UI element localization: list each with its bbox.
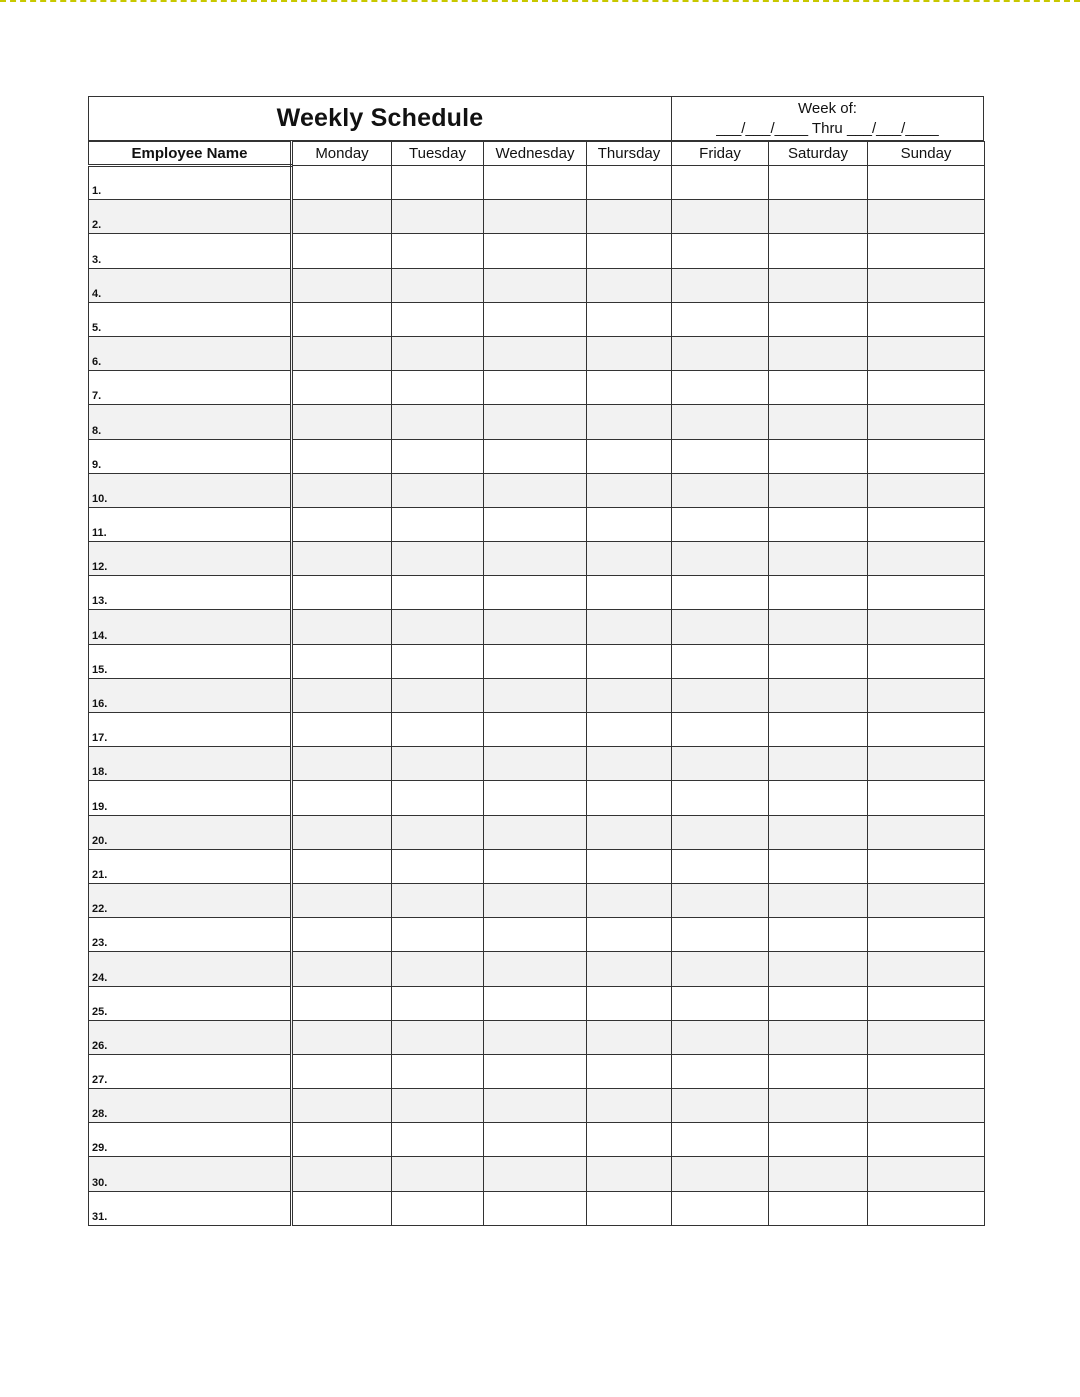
shift-cell-thursday[interactable] <box>587 1191 672 1225</box>
shift-cell-tuesday[interactable] <box>392 713 484 747</box>
column-header-saturday: Saturday <box>769 142 868 166</box>
shift-cell-wednesday[interactable] <box>484 1191 587 1225</box>
shift-cell-saturday[interactable] <box>769 576 868 610</box>
shift-cell-sunday[interactable] <box>868 918 985 952</box>
table-row <box>89 610 985 644</box>
table-row <box>89 302 985 336</box>
shift-cell-monday[interactable] <box>292 1191 392 1225</box>
shift-cell-tuesday[interactable] <box>392 918 484 952</box>
shift-cell-monday[interactable] <box>292 1089 392 1123</box>
shift-cell-sunday[interactable] <box>868 678 985 712</box>
shift-cell-thursday[interactable] <box>587 644 672 678</box>
shift-cell-saturday[interactable] <box>769 883 868 917</box>
shift-cell-saturday[interactable] <box>769 542 868 576</box>
shift-cell-tuesday[interactable] <box>392 200 484 234</box>
shift-cell-monday[interactable] <box>292 576 392 610</box>
shift-cell-friday[interactable] <box>672 986 769 1020</box>
shift-cell-friday[interactable] <box>672 439 769 473</box>
table-row <box>89 644 985 678</box>
shift-cell-wednesday[interactable] <box>484 1089 587 1123</box>
shift-cell-friday[interactable] <box>672 952 769 986</box>
shift-cell-wednesday[interactable] <box>484 405 587 439</box>
table-row <box>89 883 985 917</box>
employee-name-cell[interactable]: 5. <box>89 302 292 336</box>
shift-cell-monday[interactable] <box>292 302 392 336</box>
shift-cell-wednesday[interactable] <box>484 713 587 747</box>
shift-cell-tuesday[interactable] <box>392 781 484 815</box>
table-row <box>89 678 985 712</box>
shift-cell-monday[interactable] <box>292 473 392 507</box>
shift-cell-friday[interactable] <box>672 1020 769 1054</box>
shift-cell-thursday[interactable] <box>587 1020 672 1054</box>
shift-cell-sunday[interactable] <box>868 473 985 507</box>
shift-cell-thursday[interactable] <box>587 678 672 712</box>
shift-cell-monday[interactable] <box>292 610 392 644</box>
table-row <box>89 849 985 883</box>
shift-cell-monday[interactable] <box>292 542 392 576</box>
shift-cell-monday[interactable] <box>292 234 392 268</box>
shift-cell-friday[interactable] <box>672 1191 769 1225</box>
schedule-body <box>89 166 985 1226</box>
shift-cell-tuesday[interactable] <box>392 576 484 610</box>
shift-cell-thursday[interactable] <box>587 507 672 541</box>
shift-cell-friday[interactable] <box>672 507 769 541</box>
shift-cell-thursday[interactable] <box>587 439 672 473</box>
shift-cell-wednesday[interactable] <box>484 336 587 370</box>
shift-cell-friday[interactable] <box>672 405 769 439</box>
shift-cell-sunday[interactable] <box>868 781 985 815</box>
employee-name-cell[interactable]: 13. <box>89 576 292 610</box>
schedule-table <box>88 141 985 1226</box>
shift-cell-friday[interactable] <box>672 849 769 883</box>
shift-cell-thursday[interactable] <box>587 952 672 986</box>
shift-cell-thursday[interactable] <box>587 815 672 849</box>
shift-cell-wednesday[interactable] <box>484 542 587 576</box>
employee-name-cell[interactable]: 12. <box>89 542 292 576</box>
shift-cell-monday[interactable] <box>292 747 392 781</box>
shift-cell-tuesday[interactable] <box>392 336 484 370</box>
shift-cell-thursday[interactable] <box>587 986 672 1020</box>
shift-cell-tuesday[interactable] <box>392 542 484 576</box>
shift-cell-wednesday[interactable] <box>484 986 587 1020</box>
shift-cell-thursday[interactable] <box>587 747 672 781</box>
shift-cell-friday[interactable] <box>672 883 769 917</box>
shift-cell-monday[interactable] <box>292 644 392 678</box>
shift-cell-wednesday[interactable] <box>484 883 587 917</box>
header-row <box>89 142 985 166</box>
shift-cell-saturday[interactable] <box>769 200 868 234</box>
shift-cell-saturday[interactable] <box>769 678 868 712</box>
shift-cell-monday[interactable] <box>292 336 392 370</box>
week-of-label: Week of: <box>798 100 857 117</box>
shift-cell-sunday[interactable] <box>868 713 985 747</box>
shift-cell-monday[interactable] <box>292 371 392 405</box>
shift-cell-thursday[interactable] <box>587 849 672 883</box>
shift-cell-tuesday[interactable] <box>392 747 484 781</box>
shift-cell-tuesday[interactable] <box>392 302 484 336</box>
employee-name-cell[interactable]: 25. <box>89 986 292 1020</box>
employee-name-cell[interactable]: 20. <box>89 815 292 849</box>
shift-cell-tuesday[interactable] <box>392 166 484 200</box>
shift-cell-wednesday[interactable] <box>484 234 587 268</box>
shift-cell-tuesday[interactable] <box>392 815 484 849</box>
shift-cell-wednesday[interactable] <box>484 644 587 678</box>
shift-cell-wednesday[interactable] <box>484 507 587 541</box>
shift-cell-thursday[interactable] <box>587 610 672 644</box>
shift-cell-friday[interactable] <box>672 678 769 712</box>
shift-cell-sunday[interactable] <box>868 1123 985 1157</box>
shift-cell-sunday[interactable] <box>868 1054 985 1088</box>
shift-cell-sunday[interactable] <box>868 371 985 405</box>
shift-cell-wednesday[interactable] <box>484 747 587 781</box>
shift-cell-wednesday[interactable] <box>484 610 587 644</box>
title-block <box>88 96 671 141</box>
table-row <box>89 439 985 473</box>
shift-cell-thursday[interactable] <box>587 542 672 576</box>
shift-cell-saturday[interactable] <box>769 166 868 200</box>
shift-cell-thursday[interactable] <box>587 781 672 815</box>
shift-cell-friday[interactable] <box>672 473 769 507</box>
shift-cell-thursday[interactable] <box>587 302 672 336</box>
shift-cell-tuesday[interactable] <box>392 507 484 541</box>
shift-cell-friday[interactable] <box>672 1157 769 1191</box>
shift-cell-tuesday[interactable] <box>392 371 484 405</box>
shift-cell-friday[interactable] <box>672 1054 769 1088</box>
shift-cell-wednesday[interactable] <box>484 678 587 712</box>
shift-cell-wednesday[interactable] <box>484 200 587 234</box>
shift-cell-saturday[interactable] <box>769 371 868 405</box>
shift-cell-sunday[interactable] <box>868 849 985 883</box>
shift-cell-saturday[interactable] <box>769 918 868 952</box>
employee-name-cell[interactable]: 31. <box>89 1191 292 1225</box>
shift-cell-wednesday[interactable] <box>484 166 587 200</box>
shift-cell-saturday[interactable] <box>769 610 868 644</box>
shift-cell-monday[interactable] <box>292 1020 392 1054</box>
shift-cell-monday[interactable] <box>292 166 392 200</box>
table-row <box>89 371 985 405</box>
shift-cell-tuesday[interactable] <box>392 1020 484 1054</box>
employee-name-cell[interactable]: 22. <box>89 883 292 917</box>
shift-cell-saturday[interactable] <box>769 1157 868 1191</box>
shift-cell-tuesday[interactable] <box>392 986 484 1020</box>
shift-cell-friday[interactable] <box>672 302 769 336</box>
table-row <box>89 473 985 507</box>
table-row <box>89 952 985 986</box>
shift-cell-monday[interactable] <box>292 405 392 439</box>
shift-cell-sunday[interactable] <box>868 1157 985 1191</box>
weekly-schedule-sheet <box>88 96 984 1226</box>
shift-cell-sunday[interactable] <box>868 1191 985 1225</box>
shift-cell-friday[interactable] <box>672 371 769 405</box>
shift-cell-saturday[interactable] <box>769 302 868 336</box>
shift-cell-thursday[interactable] <box>587 166 672 200</box>
shift-cell-saturday[interactable] <box>769 952 868 986</box>
shift-cell-friday[interactable] <box>672 610 769 644</box>
shift-cell-friday[interactable] <box>672 234 769 268</box>
employee-name-cell[interactable]: 18. <box>89 747 292 781</box>
shift-cell-monday[interactable] <box>292 815 392 849</box>
shift-cell-thursday[interactable] <box>587 200 672 234</box>
shift-cell-saturday[interactable] <box>769 747 868 781</box>
table-row <box>89 781 985 815</box>
shift-cell-sunday[interactable] <box>868 986 985 1020</box>
shift-cell-wednesday[interactable] <box>484 1054 587 1088</box>
employee-name-cell[interactable]: 30. <box>89 1157 292 1191</box>
employee-name-cell[interactable]: 3. <box>89 234 292 268</box>
shift-cell-friday[interactable] <box>672 166 769 200</box>
shift-cell-saturday[interactable] <box>769 405 868 439</box>
table-row <box>89 200 985 234</box>
shift-cell-saturday[interactable] <box>769 1054 868 1088</box>
shift-cell-monday[interactable] <box>292 1123 392 1157</box>
shift-cell-wednesday[interactable] <box>484 473 587 507</box>
shift-cell-sunday[interactable] <box>868 576 985 610</box>
shift-cell-saturday[interactable] <box>769 507 868 541</box>
column-header-sunday: Sunday <box>868 142 985 166</box>
shift-cell-wednesday[interactable] <box>484 952 587 986</box>
employee-name-cell[interactable]: 7. <box>89 371 292 405</box>
shift-cell-tuesday[interactable] <box>392 610 484 644</box>
employee-name-cell[interactable]: 10. <box>89 473 292 507</box>
table-row <box>89 747 985 781</box>
shift-cell-sunday[interactable] <box>868 644 985 678</box>
shift-cell-thursday[interactable] <box>587 1123 672 1157</box>
shift-cell-thursday[interactable] <box>587 268 672 302</box>
shift-cell-tuesday[interactable] <box>392 234 484 268</box>
shift-cell-sunday[interactable] <box>868 336 985 370</box>
employee-name-cell[interactable]: 23. <box>89 918 292 952</box>
shift-cell-thursday[interactable] <box>587 1089 672 1123</box>
shift-cell-tuesday[interactable] <box>392 849 484 883</box>
shift-cell-tuesday[interactable] <box>392 1089 484 1123</box>
shift-cell-saturday[interactable] <box>769 1191 868 1225</box>
employee-name-cell[interactable]: 21. <box>89 849 292 883</box>
shift-cell-friday[interactable] <box>672 1123 769 1157</box>
shift-cell-wednesday[interactable] <box>484 1157 587 1191</box>
shift-cell-monday[interactable] <box>292 918 392 952</box>
shift-cell-monday[interactable] <box>292 986 392 1020</box>
shift-cell-thursday[interactable] <box>587 371 672 405</box>
column-header-wednesday: Wednesday <box>484 142 587 166</box>
shift-cell-saturday[interactable] <box>769 234 868 268</box>
shift-cell-sunday[interactable] <box>868 268 985 302</box>
employee-name-cell[interactable]: 28. <box>89 1089 292 1123</box>
table-row <box>89 1089 985 1123</box>
shift-cell-friday[interactable] <box>672 747 769 781</box>
employee-name-cell[interactable]: 4. <box>89 268 292 302</box>
shift-cell-monday[interactable] <box>292 883 392 917</box>
shift-cell-wednesday[interactable] <box>484 1123 587 1157</box>
column-header-friday: Friday <box>672 142 769 166</box>
shift-cell-saturday[interactable] <box>769 1089 868 1123</box>
shift-cell-sunday[interactable] <box>868 542 985 576</box>
shift-cell-thursday[interactable] <box>587 713 672 747</box>
shift-cell-sunday[interactable] <box>868 234 985 268</box>
shift-cell-friday[interactable] <box>672 781 769 815</box>
shift-cell-friday[interactable] <box>672 918 769 952</box>
shift-cell-monday[interactable] <box>292 268 392 302</box>
employee-name-cell[interactable]: 2. <box>89 200 292 234</box>
shift-cell-monday[interactable] <box>292 507 392 541</box>
employee-name-cell[interactable]: 15. <box>89 644 292 678</box>
shift-cell-tuesday[interactable] <box>392 405 484 439</box>
shift-cell-tuesday[interactable] <box>392 439 484 473</box>
table-row <box>89 166 985 200</box>
shift-cell-saturday[interactable] <box>769 815 868 849</box>
shift-cell-wednesday[interactable] <box>484 302 587 336</box>
shift-cell-saturday[interactable] <box>769 644 868 678</box>
table-row <box>89 1191 985 1225</box>
column-header-thursday: Thursday <box>587 142 672 166</box>
shift-cell-tuesday[interactable] <box>392 268 484 302</box>
week-of-range: ___/___/____ Thru ___/___/____ <box>716 120 939 137</box>
shift-cell-thursday[interactable] <box>587 234 672 268</box>
shift-cell-tuesday[interactable] <box>392 1054 484 1088</box>
shift-cell-thursday[interactable] <box>587 1157 672 1191</box>
shift-cell-wednesday[interactable] <box>484 371 587 405</box>
shift-cell-monday[interactable] <box>292 952 392 986</box>
page-top-dashed-border <box>0 0 1080 2</box>
shift-cell-thursday[interactable] <box>587 473 672 507</box>
table-row <box>89 1157 985 1191</box>
shift-cell-thursday[interactable] <box>587 1054 672 1088</box>
employee-name-cell[interactable]: 19. <box>89 781 292 815</box>
table-row <box>89 815 985 849</box>
shift-cell-sunday[interactable] <box>868 405 985 439</box>
shift-cell-monday[interactable] <box>292 1054 392 1088</box>
shift-cell-thursday[interactable] <box>587 336 672 370</box>
shift-cell-wednesday[interactable] <box>484 849 587 883</box>
shift-cell-saturday[interactable] <box>769 713 868 747</box>
employee-name-cell[interactable]: 1. <box>89 166 292 200</box>
employee-name-cell[interactable]: 14. <box>89 610 292 644</box>
shift-cell-friday[interactable] <box>672 713 769 747</box>
shift-cell-monday[interactable] <box>292 200 392 234</box>
column-header-tuesday: Tuesday <box>392 142 484 166</box>
table-row <box>89 713 985 747</box>
table-row <box>89 918 985 952</box>
employee-name-cell[interactable]: 29. <box>89 1123 292 1157</box>
shift-cell-tuesday[interactable] <box>392 473 484 507</box>
employee-name-cell[interactable]: 16. <box>89 678 292 712</box>
shift-cell-wednesday[interactable] <box>484 439 587 473</box>
employee-name-cell[interactable]: 11. <box>89 507 292 541</box>
shift-cell-sunday[interactable] <box>868 166 985 200</box>
shift-cell-wednesday[interactable] <box>484 1020 587 1054</box>
shift-cell-saturday[interactable] <box>769 1020 868 1054</box>
shift-cell-tuesday[interactable] <box>392 644 484 678</box>
shift-cell-sunday[interactable] <box>868 883 985 917</box>
shift-cell-thursday[interactable] <box>587 405 672 439</box>
employee-name-cell[interactable]: 24. <box>89 952 292 986</box>
table-row <box>89 234 985 268</box>
shift-cell-thursday[interactable] <box>587 883 672 917</box>
table-row <box>89 986 985 1020</box>
shift-cell-tuesday[interactable] <box>392 1157 484 1191</box>
employee-name-cell[interactable]: 27. <box>89 1054 292 1088</box>
shift-cell-saturday[interactable] <box>769 473 868 507</box>
shift-cell-wednesday[interactable] <box>484 815 587 849</box>
shift-cell-saturday[interactable] <box>769 439 868 473</box>
shift-cell-thursday[interactable] <box>587 576 672 610</box>
shift-cell-monday[interactable] <box>292 678 392 712</box>
shift-cell-friday[interactable] <box>672 644 769 678</box>
shift-cell-sunday[interactable] <box>868 507 985 541</box>
table-row <box>89 1020 985 1054</box>
shift-cell-monday[interactable] <box>292 1157 392 1191</box>
employee-name-cell[interactable]: 9. <box>89 439 292 473</box>
shift-cell-monday[interactable] <box>292 439 392 473</box>
employee-name-cell[interactable]: 6. <box>89 336 292 370</box>
table-row <box>89 576 985 610</box>
shift-cell-tuesday[interactable] <box>392 883 484 917</box>
shift-cell-wednesday[interactable] <box>484 268 587 302</box>
shift-cell-saturday[interactable] <box>769 1123 868 1157</box>
shift-cell-saturday[interactable] <box>769 336 868 370</box>
shift-cell-sunday[interactable] <box>868 610 985 644</box>
shift-cell-saturday[interactable] <box>769 781 868 815</box>
shift-cell-sunday[interactable] <box>868 1089 985 1123</box>
shift-cell-friday[interactable] <box>672 200 769 234</box>
shift-cell-friday[interactable] <box>672 336 769 370</box>
table-row <box>89 336 985 370</box>
shift-cell-friday[interactable] <box>672 542 769 576</box>
shift-cell-saturday[interactable] <box>769 268 868 302</box>
shift-cell-monday[interactable] <box>292 713 392 747</box>
shift-cell-sunday[interactable] <box>868 747 985 781</box>
shift-cell-wednesday[interactable] <box>484 918 587 952</box>
column-header-employee-name: Employee Name <box>89 142 292 166</box>
shift-cell-friday[interactable] <box>672 815 769 849</box>
shift-cell-monday[interactable] <box>292 781 392 815</box>
shift-cell-saturday[interactable] <box>769 986 868 1020</box>
table-row <box>89 268 985 302</box>
table-row <box>89 405 985 439</box>
shift-cell-sunday[interactable] <box>868 815 985 849</box>
shift-cell-sunday[interactable] <box>868 439 985 473</box>
shift-cell-tuesday[interactable] <box>392 1123 484 1157</box>
table-row <box>89 542 985 576</box>
shift-cell-saturday[interactable] <box>769 849 868 883</box>
shift-cell-wednesday[interactable] <box>484 576 587 610</box>
column-header-monday: Monday <box>292 142 392 166</box>
shift-cell-monday[interactable] <box>292 849 392 883</box>
page-title: Weekly Schedule <box>276 104 484 132</box>
shift-cell-friday[interactable] <box>672 576 769 610</box>
shift-cell-tuesday[interactable] <box>392 952 484 986</box>
shift-cell-sunday[interactable] <box>868 302 985 336</box>
table-row <box>89 1123 985 1157</box>
shift-cell-tuesday[interactable] <box>392 1191 484 1225</box>
employee-name-cell[interactable]: 8. <box>89 405 292 439</box>
employee-name-cell[interactable]: 26. <box>89 1020 292 1054</box>
shift-cell-sunday[interactable] <box>868 200 985 234</box>
table-row <box>89 507 985 541</box>
shift-cell-tuesday[interactable] <box>392 678 484 712</box>
week-of-block <box>671 96 984 141</box>
shift-cell-sunday[interactable] <box>868 952 985 986</box>
shift-cell-wednesday[interactable] <box>484 781 587 815</box>
shift-cell-sunday[interactable] <box>868 1020 985 1054</box>
shift-cell-friday[interactable] <box>672 268 769 302</box>
shift-cell-friday[interactable] <box>672 1089 769 1123</box>
table-row <box>89 1054 985 1088</box>
shift-cell-thursday[interactable] <box>587 918 672 952</box>
employee-name-cell[interactable]: 17. <box>89 713 292 747</box>
